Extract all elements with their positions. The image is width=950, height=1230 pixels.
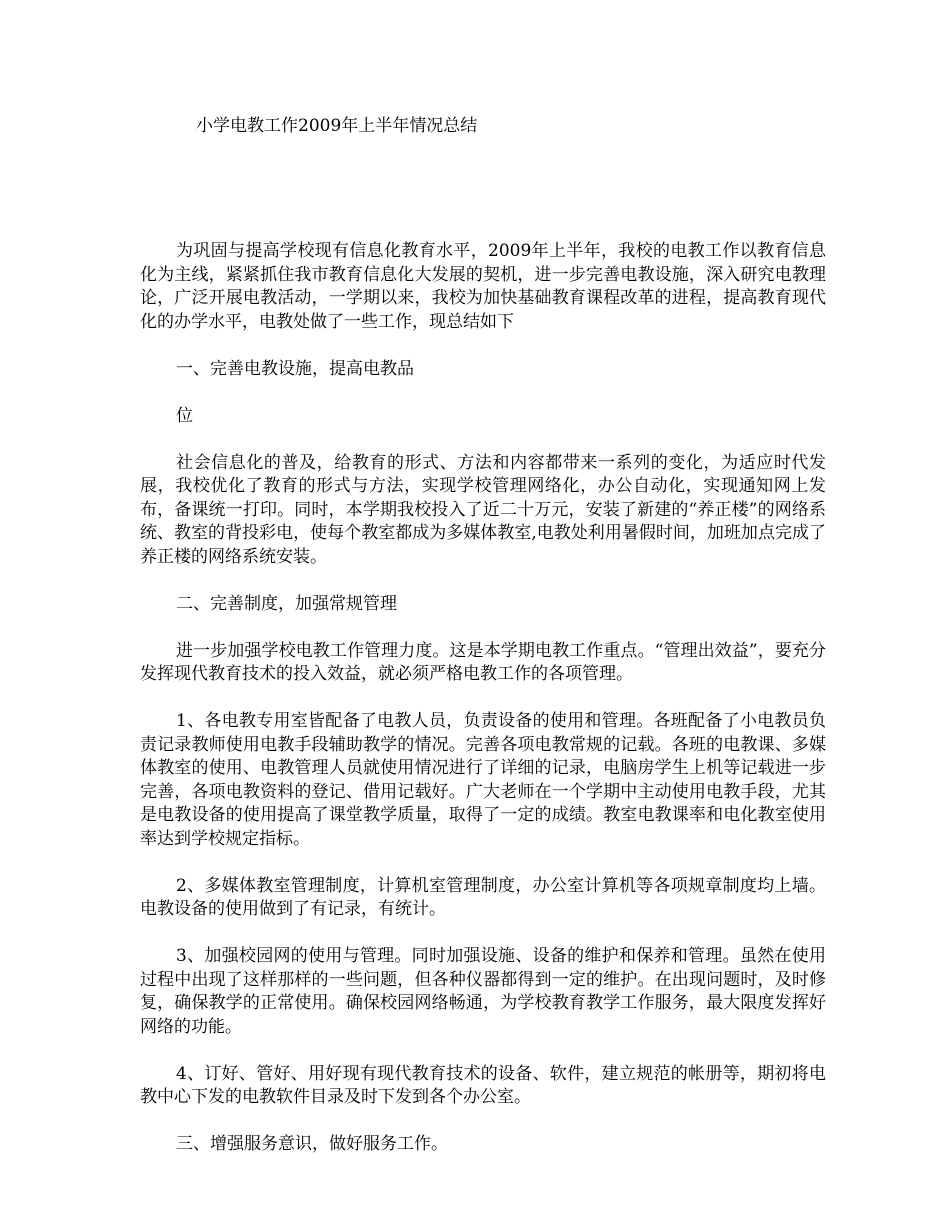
- section-2-item-4: 4、订好、管好、用好现有现代教育技术的设备、软件，建立规范的帐册等，期初将电教中心下发的电教软件目录及时下发到各个办公室。: [140, 1063, 826, 1107]
- section-2-item-2: 2、多媒体教室管理制度，计算机室管理制度，办公室计算机等各项规章制度均上墙。电教设备的使用做到了有记录，有统计。: [140, 875, 826, 919]
- section-3-heading: 三、增强服务意识，做好服务工作。: [176, 1134, 448, 1154]
- section-1-heading: 一、完善电教设施，提高电教品: [176, 358, 414, 379]
- section-1-heading-continuation: 位: [176, 405, 193, 426]
- section-2-item-3: 3、加强校园网的使用与管理。同时加强设施、设备的维护和保养和管理。虽然在使用过程中出现了这样那样的一些问题，但各种仪器都得到一定的维护。在出现问题时，及时修复，确保教学的正常使用。确保校园网络畅通，为学校教育教学工作服务，最大限度发挥好网络的功能。: [140, 946, 826, 1037]
- document-body: [140, 240, 826, 1180]
- section-2-item-1: 1、各电教专用室皆配备了电教人员，负责设备的使用和管理。各班配备了小电教员负责记录教师使用电教手段辅助教学的情况。完善各项电教常规的记载。各班的电教课、多媒体教室的使用、电教管理人员就使用情况进行了详细的记录，电脑房学生上机等记载进一步完善，各项电教资料的登记、借用记载好。广大老师在一个学期中主动使用电教手段，尤其是电教设备的使用提高了课堂教学质量，取得了一定的成绩。教室电教课率和电化教室使用率达到学校规定指标。: [140, 711, 826, 849]
- intro-paragraph: 为巩固与提高学校现有信息化教育水平，2009年上半年，我校的电教工作以教育信息化为主线，紧紧抓住我市教育信息化大发展的契机，进一步完善电教设施，深入研究电教理论，广泛开展电教活动，一学期以来，我校为加快基础教育课程改革的进程，提高教育现代化的办学水平，电教处做了一些工作，现总结如下: [140, 241, 826, 332]
- document-title: 小学电教工作2009年上半年情况总结: [196, 116, 478, 136]
- section-1-paragraph: 社会信息化的普及，给教育的形式、方法和内容都带来一系列的变化，为适应时代发展，我校优化了教育的形式与方法，实现学校管理网络化，办公自动化，实现通知网上发布，备课统一打印。同时，本学期我校投入了近二十万元，安装了新建的“养正楼”的网络系统、教室的背投彩电，使每个教室都成为多媒体教室,电教处利用暑假时间，加班加点完成了养正楼的网络系统安装。: [140, 452, 826, 567]
- section-2-paragraph: 进一步加强学校电教工作管理力度。这是本学期电教工作重点。“管理出效益”，要充分发挥现代教育技术的投入效益，就必须严格电教工作的各项管理。: [140, 640, 826, 684]
- section-2-heading: 二、完善制度，加强常规管理: [176, 593, 397, 614]
